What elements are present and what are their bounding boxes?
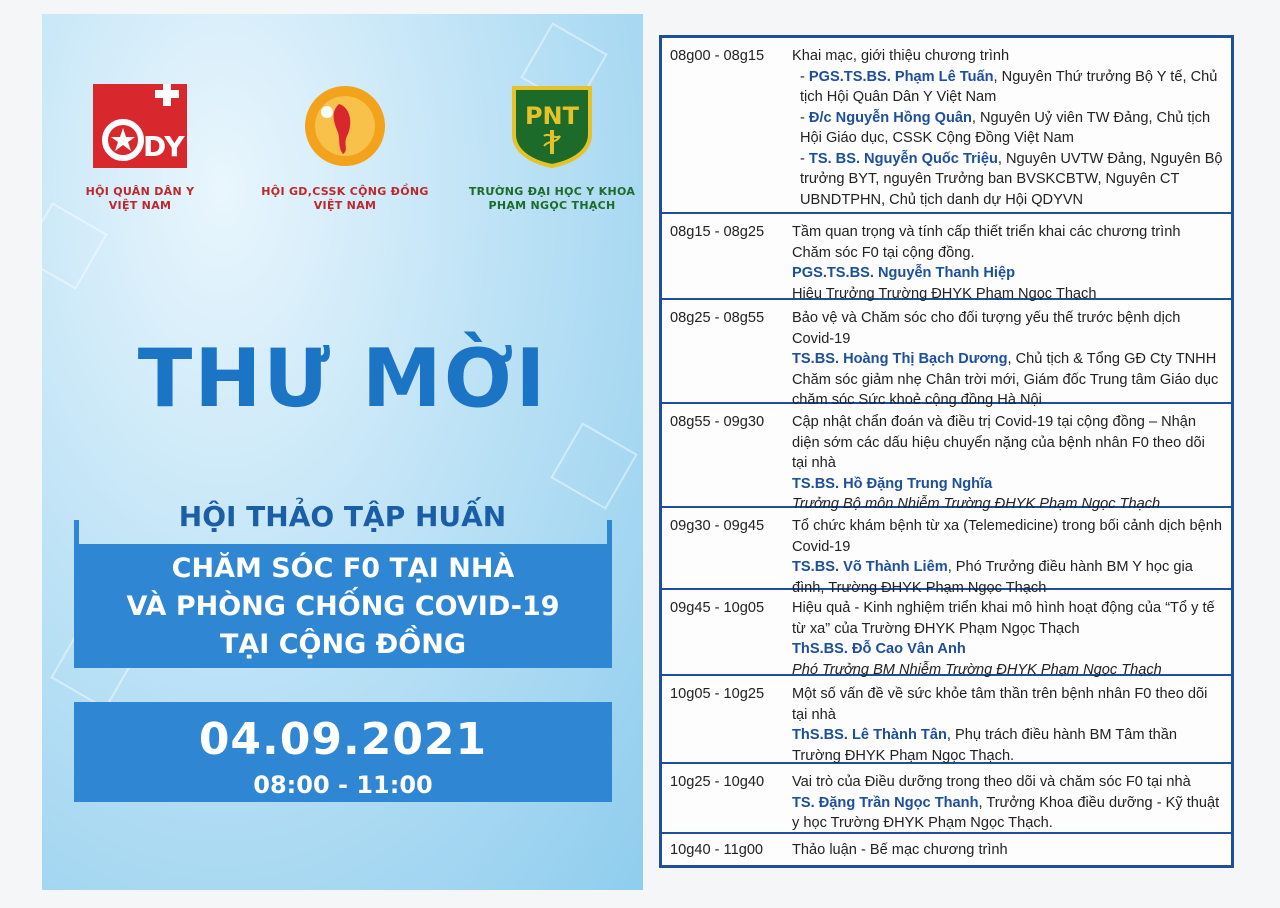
agenda-time: 08g15 - 08g25 [670,224,765,240]
speaker-role: , Nguyên Uỷ viên TW Đảng, Chủ tịch Hội Giáo dục, CSSK Cộng Đồng Việt Nam [800,109,1211,146]
page-title: THƯ MỜI [137,332,548,425]
agenda-topic: Cập nhật chẩn đoán và điều trị Covid-19 tại cộng đồng – Nhận diện sớm các dấu hiệu chuyển nặng của bệnh nhân F0 theo dõi tại nhà [792,414,1205,471]
event-subtitle: HỘI THẢO TẬP HUẤN [178,500,507,533]
speaker-name: ThS.BS. Lê Thành Tân [792,727,947,743]
agenda-time: 10g40 - 11g00 [670,842,764,858]
gdcssk-logo-icon [303,84,387,168]
agenda-time: 08g55 - 09g30 [670,414,765,430]
agenda-topic: Hiệu quả - Kinh nghiệm triển khai mô hình hoạt động của “Tổ y tế từ xa” của Trường ĐHYK Phạm Ngọc Thạch [792,600,1215,637]
banner-ear-right [607,520,612,544]
agenda-row [662,764,1231,834]
topic-line: TẠI CỘNG ĐỒNG [219,629,467,660]
speaker-name: Đ/c Nguyễn Hồng Quân [808,109,972,126]
agenda-time: 10g05 - 10g25 [670,686,765,702]
agenda-topic: Thảo luận - Bế mạc chương trình [792,842,1008,858]
banner-ear-left [74,520,79,544]
date-banner [74,702,612,802]
speaker-entry: - Đ/c Nguyễn Hồng Quân, Nguyên Uỷ viên TW Đảng, Chủ tịch Hội Giáo dục, CSSK Cộng Đồng Việt Nam [800,109,1211,146]
logo-qdy-label: HỘI QUÂN DÂN Y VIỆT NAM [85,185,195,212]
speaker-name: PGS.TS.BS. Phạm Lê Tuấn [808,68,994,85]
hex-decoration [42,202,108,289]
speaker-name: TS. Đặng Trần Ngọc Thanh [792,794,979,811]
logo-gdcssk [250,84,440,213]
topic-line: CHĂM SÓC F0 TẠI NHÀ [171,553,515,584]
invitation-poster [42,14,643,890]
agenda-row [662,404,1231,512]
event-time: 08:00 - 11:00 [253,771,433,799]
speaker-role: Hiệu Trưởng Trường ĐHYK Phạm Ngọc Thạch [792,285,1097,302]
speaker-name: TS.BS. Võ Thành Liêm [792,559,948,575]
topic-banner [74,544,612,668]
agenda-row [662,38,1231,214]
speaker-name: TS. BS. Nguyễn Quốc Triệu [808,150,998,167]
speaker-role: , Nguyên UVTW Đảng, Nguyên Bộ trưởng BYT, nguyên Trưởng ban BVSKCBTW, Nguyên CT UBNDTPHN, Chủ tịch danh dự Hội QDYVN [800,150,1223,208]
agenda-row [662,300,1231,408]
agenda-time: 08g25 - 08g55 [670,310,765,326]
speaker-name: TS.BS. Hồ Đặng Trung Nghĩa [792,475,993,492]
agenda-row [662,508,1231,596]
speaker-entry: - PGS.TS.BS. Phạm Lê Tuấn, Nguyên Thứ trưởng Bộ Y tế, Chủ tịch Hội Quân Dân Y Việt Nam [800,68,1218,105]
topic-line: VÀ PHÒNG CHỐNG COVID-19 [126,591,560,622]
agenda-row [662,590,1231,676]
logo-pnt [462,84,642,213]
speaker-name: PGS.TS.BS. Nguyễn Thanh Hiệp [792,265,1015,281]
logo-pnt-label: TRƯỜNG ĐẠI HỌC Y KHOA PHẠM NGỌC THẠCH [468,185,636,212]
hex-decoration [550,422,637,509]
event-date: 04.09.2021 [198,714,488,765]
logo-gdcssk-label: HỘI GD,CSSK CỘNG ĐỒNG VIỆT NAM [261,185,429,212]
speaker-name: ThS.BS. Đỗ Cao Vân Anh [792,641,966,657]
speaker-role: , Phụ trách điều hành BM Tâm thần Trường ĐHYK Phạm Ngọc Thạch. [792,727,1177,764]
speaker-role: , Trưởng Khoa điều dưỡng - Kỹ thuật y học Trường ĐHYK Phạm Ngọc Thạch. [792,794,1220,831]
pnt-shield-icon [510,84,594,168]
agenda-row [662,834,1231,865]
agenda-row [662,214,1231,300]
agenda-topic: Một số vấn đề về sức khỏe tâm thần trên bệnh nhân F0 theo dõi tại nhà [792,686,1208,723]
agenda-topic: Tổ chức khám bệnh từ xa (Telemedicine) trong bối cảnh dịch bệnh Covid-19 [792,518,1223,555]
speaker-role: Phó Trưởng BM Nhiễm Trường ĐHYK Phạm Ngọc Thạch [792,661,1162,678]
agenda-topic: Vai trò của Điều dưỡng trong theo dõi và chăm sóc F0 tại nhà [792,774,1191,790]
agenda-row [662,676,1231,764]
speaker-role: , Chủ tịch & Tổng GĐ Cty TNHH Chăm sóc giảm nhẹ Chân trời mới, Giám đốc Trung tâm Giáo dục chăm sóc Sức khoẻ cộng đồng Hà Nội [792,351,1219,408]
agenda-time: 09g30 - 09g45 [670,518,765,534]
agenda-topic: Khai mạc, giới thiệu chương trình [792,48,1010,64]
speaker-role: Trưởng Bộ môn Nhiễm Trường ĐHYK Phạm Ngọc Thạch [792,496,1161,512]
agenda-topic: Bảo vệ và Chăm sóc cho đối tượng yếu thế trước bệnh dịch Covid-19 [792,310,1181,347]
agenda-time: 08g00 - 08g15 [670,48,765,64]
speaker-role: , Nguyên Thứ trưởng Bộ Y tế, Chủ tịch Hội Quân Dân Y Việt Nam [800,68,1218,105]
speaker-entry: - TS. BS. Nguyễn Quốc Triệu, Nguyên UVTW Đảng, Nguyên Bộ trưởng BYT, nguyên Trưởng ban BVSKCBTW, Nguyên CT UBNDTPHN, Chủ tịch danh dự Hội QDYVN [800,150,1223,208]
logo-qdy [80,84,200,213]
agenda-time: 10g25 - 10g40 [670,774,765,790]
agenda-time: 09g45 - 10g05 [670,600,765,616]
speaker-name: TS.BS. Hoàng Thị Bạch Dương [792,351,1008,367]
svg-text:DY: DY [143,130,185,163]
svg-text:PNT: PNT [524,102,580,130]
agenda-topic: Tầm quan trọng và tính cấp thiết triển khai các chương trình Chăm sóc F0 tại cộng đồng. [792,224,1181,261]
speaker-role: , Phó Trưởng điều hành BM Y học gia đình, Trường ĐHYK Phạm Ngọc Thạch [792,559,1193,596]
qdy-logo-icon [93,84,187,168]
agenda-table [659,35,1234,868]
